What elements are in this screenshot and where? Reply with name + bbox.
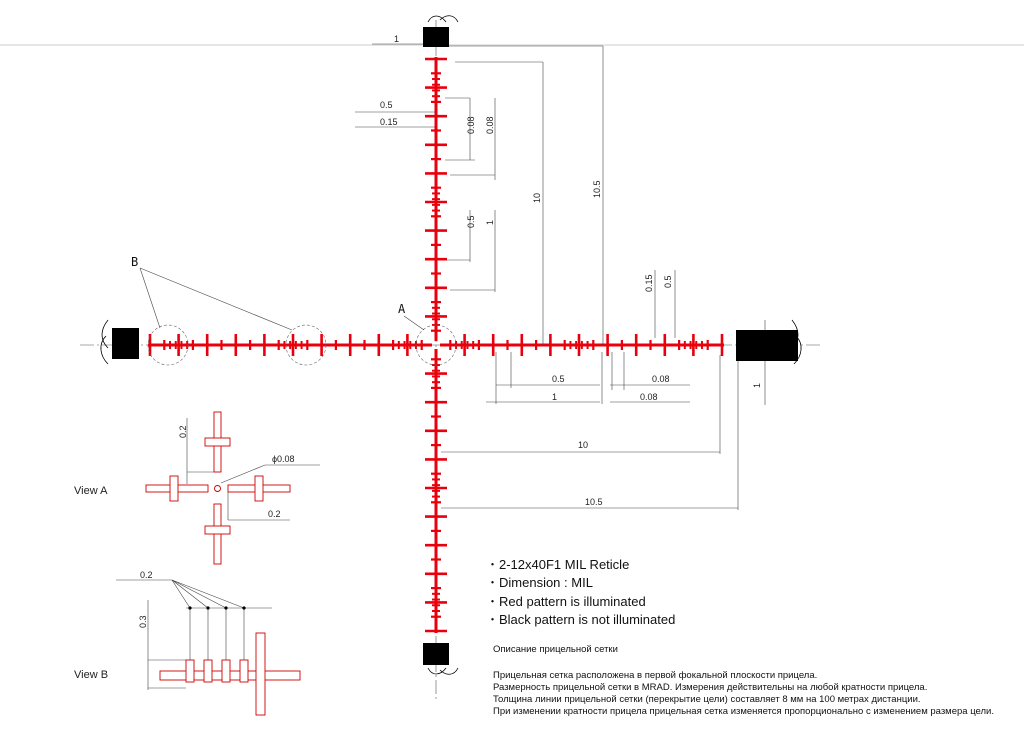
dim-v-008-a: 0.08	[466, 116, 476, 134]
view-b-label: View B	[74, 669, 109, 681]
dim-h-10: 10	[578, 440, 589, 450]
dim-h-008-b: 0.08	[640, 392, 658, 402]
dim-v-10: 10	[532, 192, 542, 203]
post-left	[112, 328, 139, 359]
dim-top-015: 0.15	[380, 117, 398, 127]
dim-h-1: 1	[552, 392, 558, 402]
dim-v-05: 0.5	[466, 215, 476, 228]
dim-va-phi: ϕ0.08	[272, 454, 295, 464]
spec-line-3: ・Red pattern is illuminated	[486, 594, 646, 609]
dim-vb-03: 0.3	[138, 615, 148, 628]
description-p3: Толщина линии прицельной сетки (перекрытие цели) составляет 8 мм на 100 метрах дистанции.	[493, 694, 921, 705]
description-block	[493, 644, 994, 717]
post-top	[423, 27, 449, 47]
view-a-detail	[74, 412, 320, 564]
dim-h-105: 10.5	[585, 497, 603, 507]
spec-line-4: ・Black pattern is not illuminated	[486, 612, 676, 627]
top-dimensions	[355, 44, 603, 345]
dim-h-008-a: 0.08	[652, 374, 670, 384]
description-p1: Прицельная сетка расположена в первой фокальной плоскости прицела.	[493, 670, 818, 681]
dim-v-1: 1	[485, 219, 495, 225]
description-title: Описание прицельной сетки	[493, 644, 618, 655]
dim-va-02-v: 0.2	[178, 425, 188, 438]
dim-v-105: 10.5	[592, 180, 602, 198]
spec-line-1: ・2-12x40F1 MIL Reticle	[486, 557, 630, 572]
dim-h-05: 0.5	[552, 374, 565, 384]
dim-top-bar: 1	[394, 34, 400, 44]
description-p4: При изменении кратности прицела прицельная сетка изменяется пропорционально с изменением размера цели.	[493, 706, 994, 717]
view-a-label: View A	[74, 485, 108, 497]
callout-letter-a: A	[398, 302, 406, 316]
post-bottom	[423, 643, 449, 665]
horizontal-dims	[441, 320, 765, 510]
dim-right-bar: 1	[752, 382, 762, 388]
dim-vb-02: 0.2	[140, 570, 153, 580]
dim-r-015: 0.15	[644, 274, 654, 292]
description-p2: Размерность прицельной сетки в MRAD. Измерения действительны на любой кратности прицела.	[493, 682, 928, 693]
dim-v-008-b: 0.08	[485, 116, 495, 134]
callout-letter-b: B	[131, 255, 139, 269]
spec-line-2: ・Dimension : MIL	[486, 575, 593, 590]
post-right	[736, 330, 798, 361]
dim-va-02-h: 0.2	[268, 509, 281, 519]
view-b-detail	[74, 570, 300, 715]
dim-r-05: 0.5	[663, 275, 673, 288]
spec-list	[486, 557, 675, 627]
dim-top-05: 0.5	[380, 100, 393, 110]
